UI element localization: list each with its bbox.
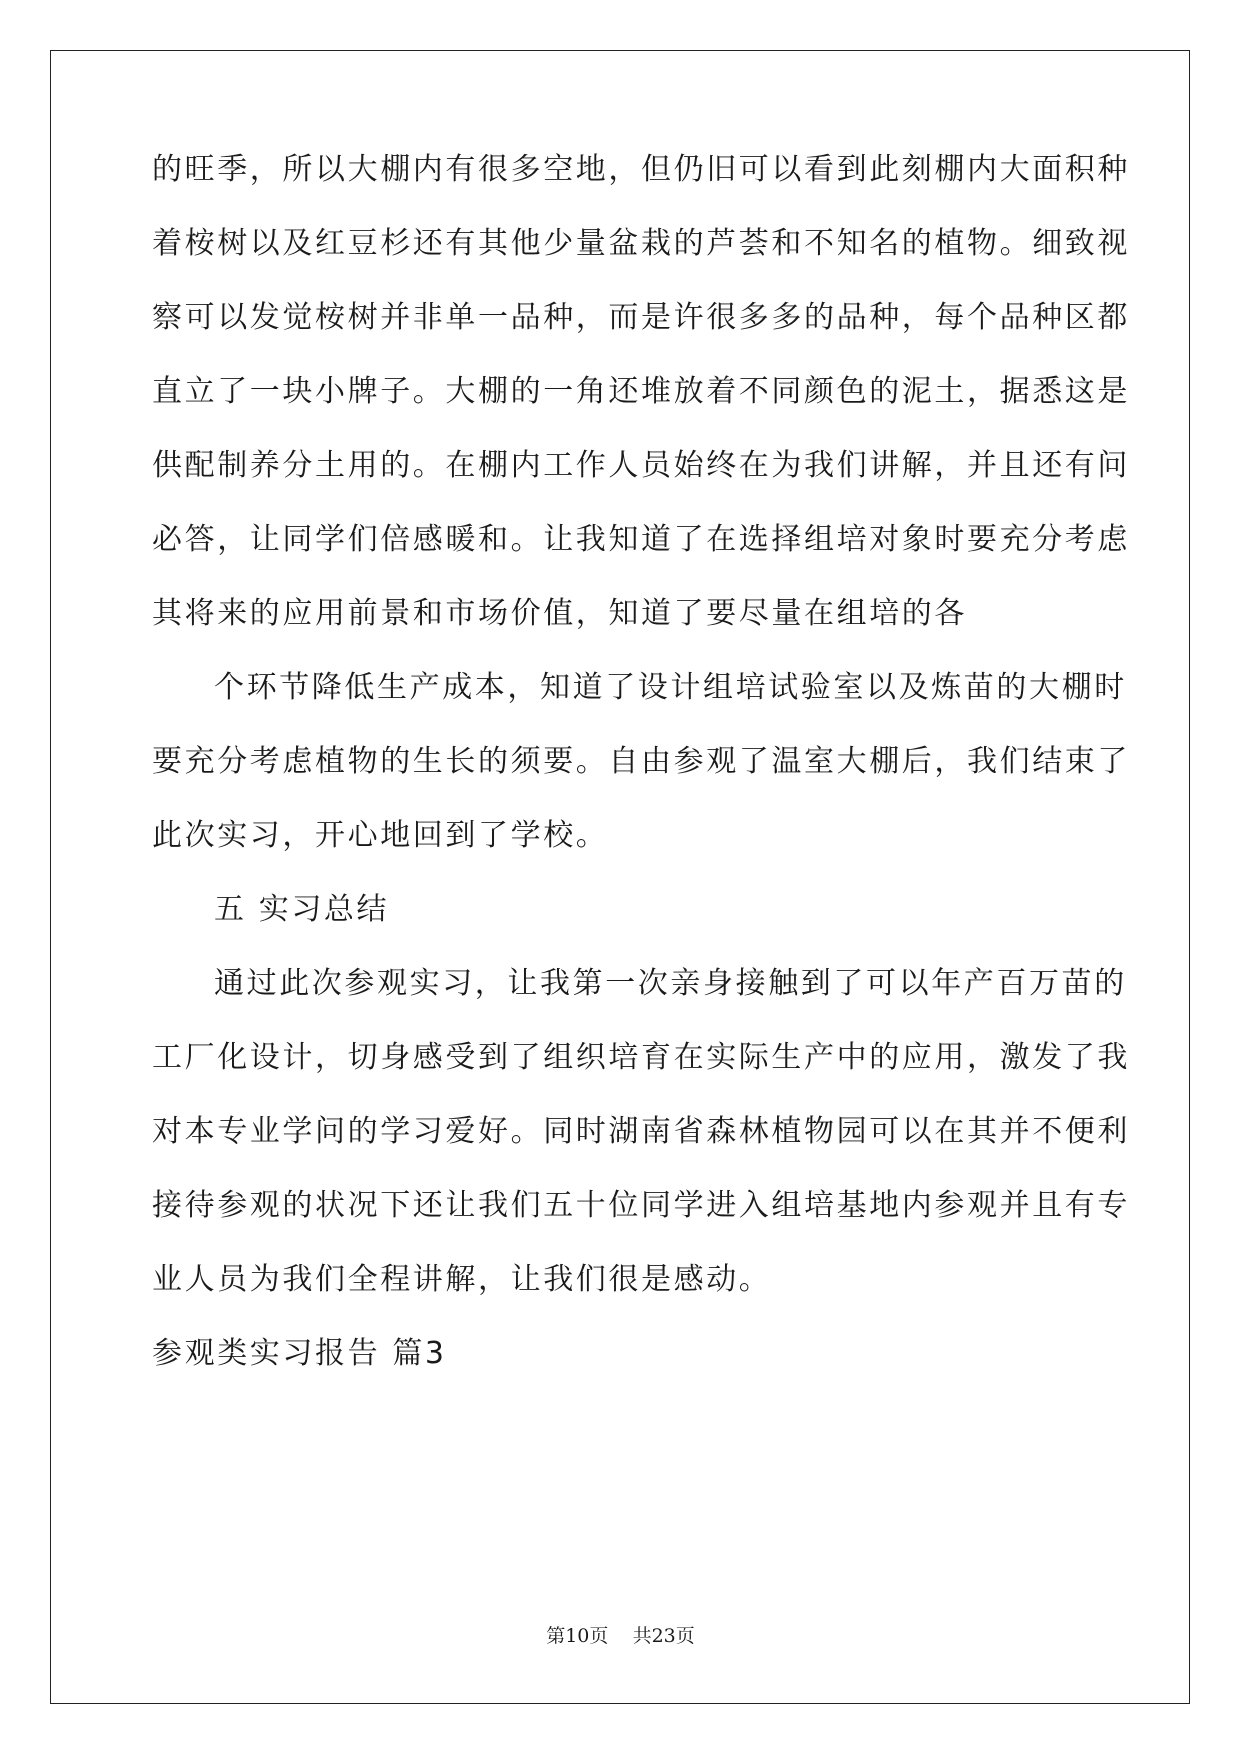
paragraph-line: 此次实习，开心地回到了学校。 <box>152 818 609 853</box>
paragraph-line: 业人员为我们全程讲解，让我们很是感动。 <box>152 1262 772 1297</box>
paragraph-line: 对本专业学问的学习爱好。同时湖南省森林植物园可以在其并不便利 <box>152 1114 1130 1149</box>
page-total: 共23页 <box>632 1625 695 1647</box>
page-footer <box>0 1624 1241 1648</box>
section-heading: 五 实习总结 <box>214 892 390 927</box>
paragraph-line: 供配制养分土用的。在棚内工作人员始终在为我们讲解，并且还有问 <box>152 448 1130 483</box>
paragraph-line: 通过此次参观实习，让我第一次亲身接触到了可以年产百万苗的 <box>214 966 1127 1001</box>
paragraph-line: 其将来的应用前景和市场价值，知道了要尽量在组培的各 <box>152 596 967 631</box>
paragraph-line: 着桉树以及红豆杉还有其他少量盆栽的芦荟和不知名的植物。细致视 <box>152 226 1130 261</box>
paragraph-line: 直立了一块小牌子。大棚的一角还堆放着不同颜色的泥土，据悉这是 <box>152 374 1130 409</box>
paragraph-line: 个环节降低生产成本，知道了设计组培试验室以及炼苗的大棚时 <box>214 670 1127 705</box>
paragraph-line: 要充分考虑植物的生长的须要。自由参观了温室大棚后，我们结束了 <box>152 744 1130 779</box>
article-title: 参观类实习报告 篇3 <box>152 1336 447 1371</box>
paragraph-line: 必答，让同学们倍感暖和。让我知道了在选择组培对象时要充分考虑 <box>152 522 1130 557</box>
page-number: 第10页 <box>546 1625 609 1647</box>
paragraph-line: 的旺季，所以大棚内有很多空地，但仍旧可以看到此刻棚内大面积种 <box>152 152 1130 187</box>
paragraph-line: 接待参观的状况下还让我们五十位同学进入组培基地内参观并且有专 <box>152 1188 1130 1223</box>
paragraph-line: 工厂化设计，切身感受到了组织培育在实际生产中的应用，激发了我 <box>152 1040 1130 1075</box>
paragraph-line: 察可以发觉桉树并非单一品种，而是许很多多的品种，每个品种区都 <box>152 300 1130 335</box>
